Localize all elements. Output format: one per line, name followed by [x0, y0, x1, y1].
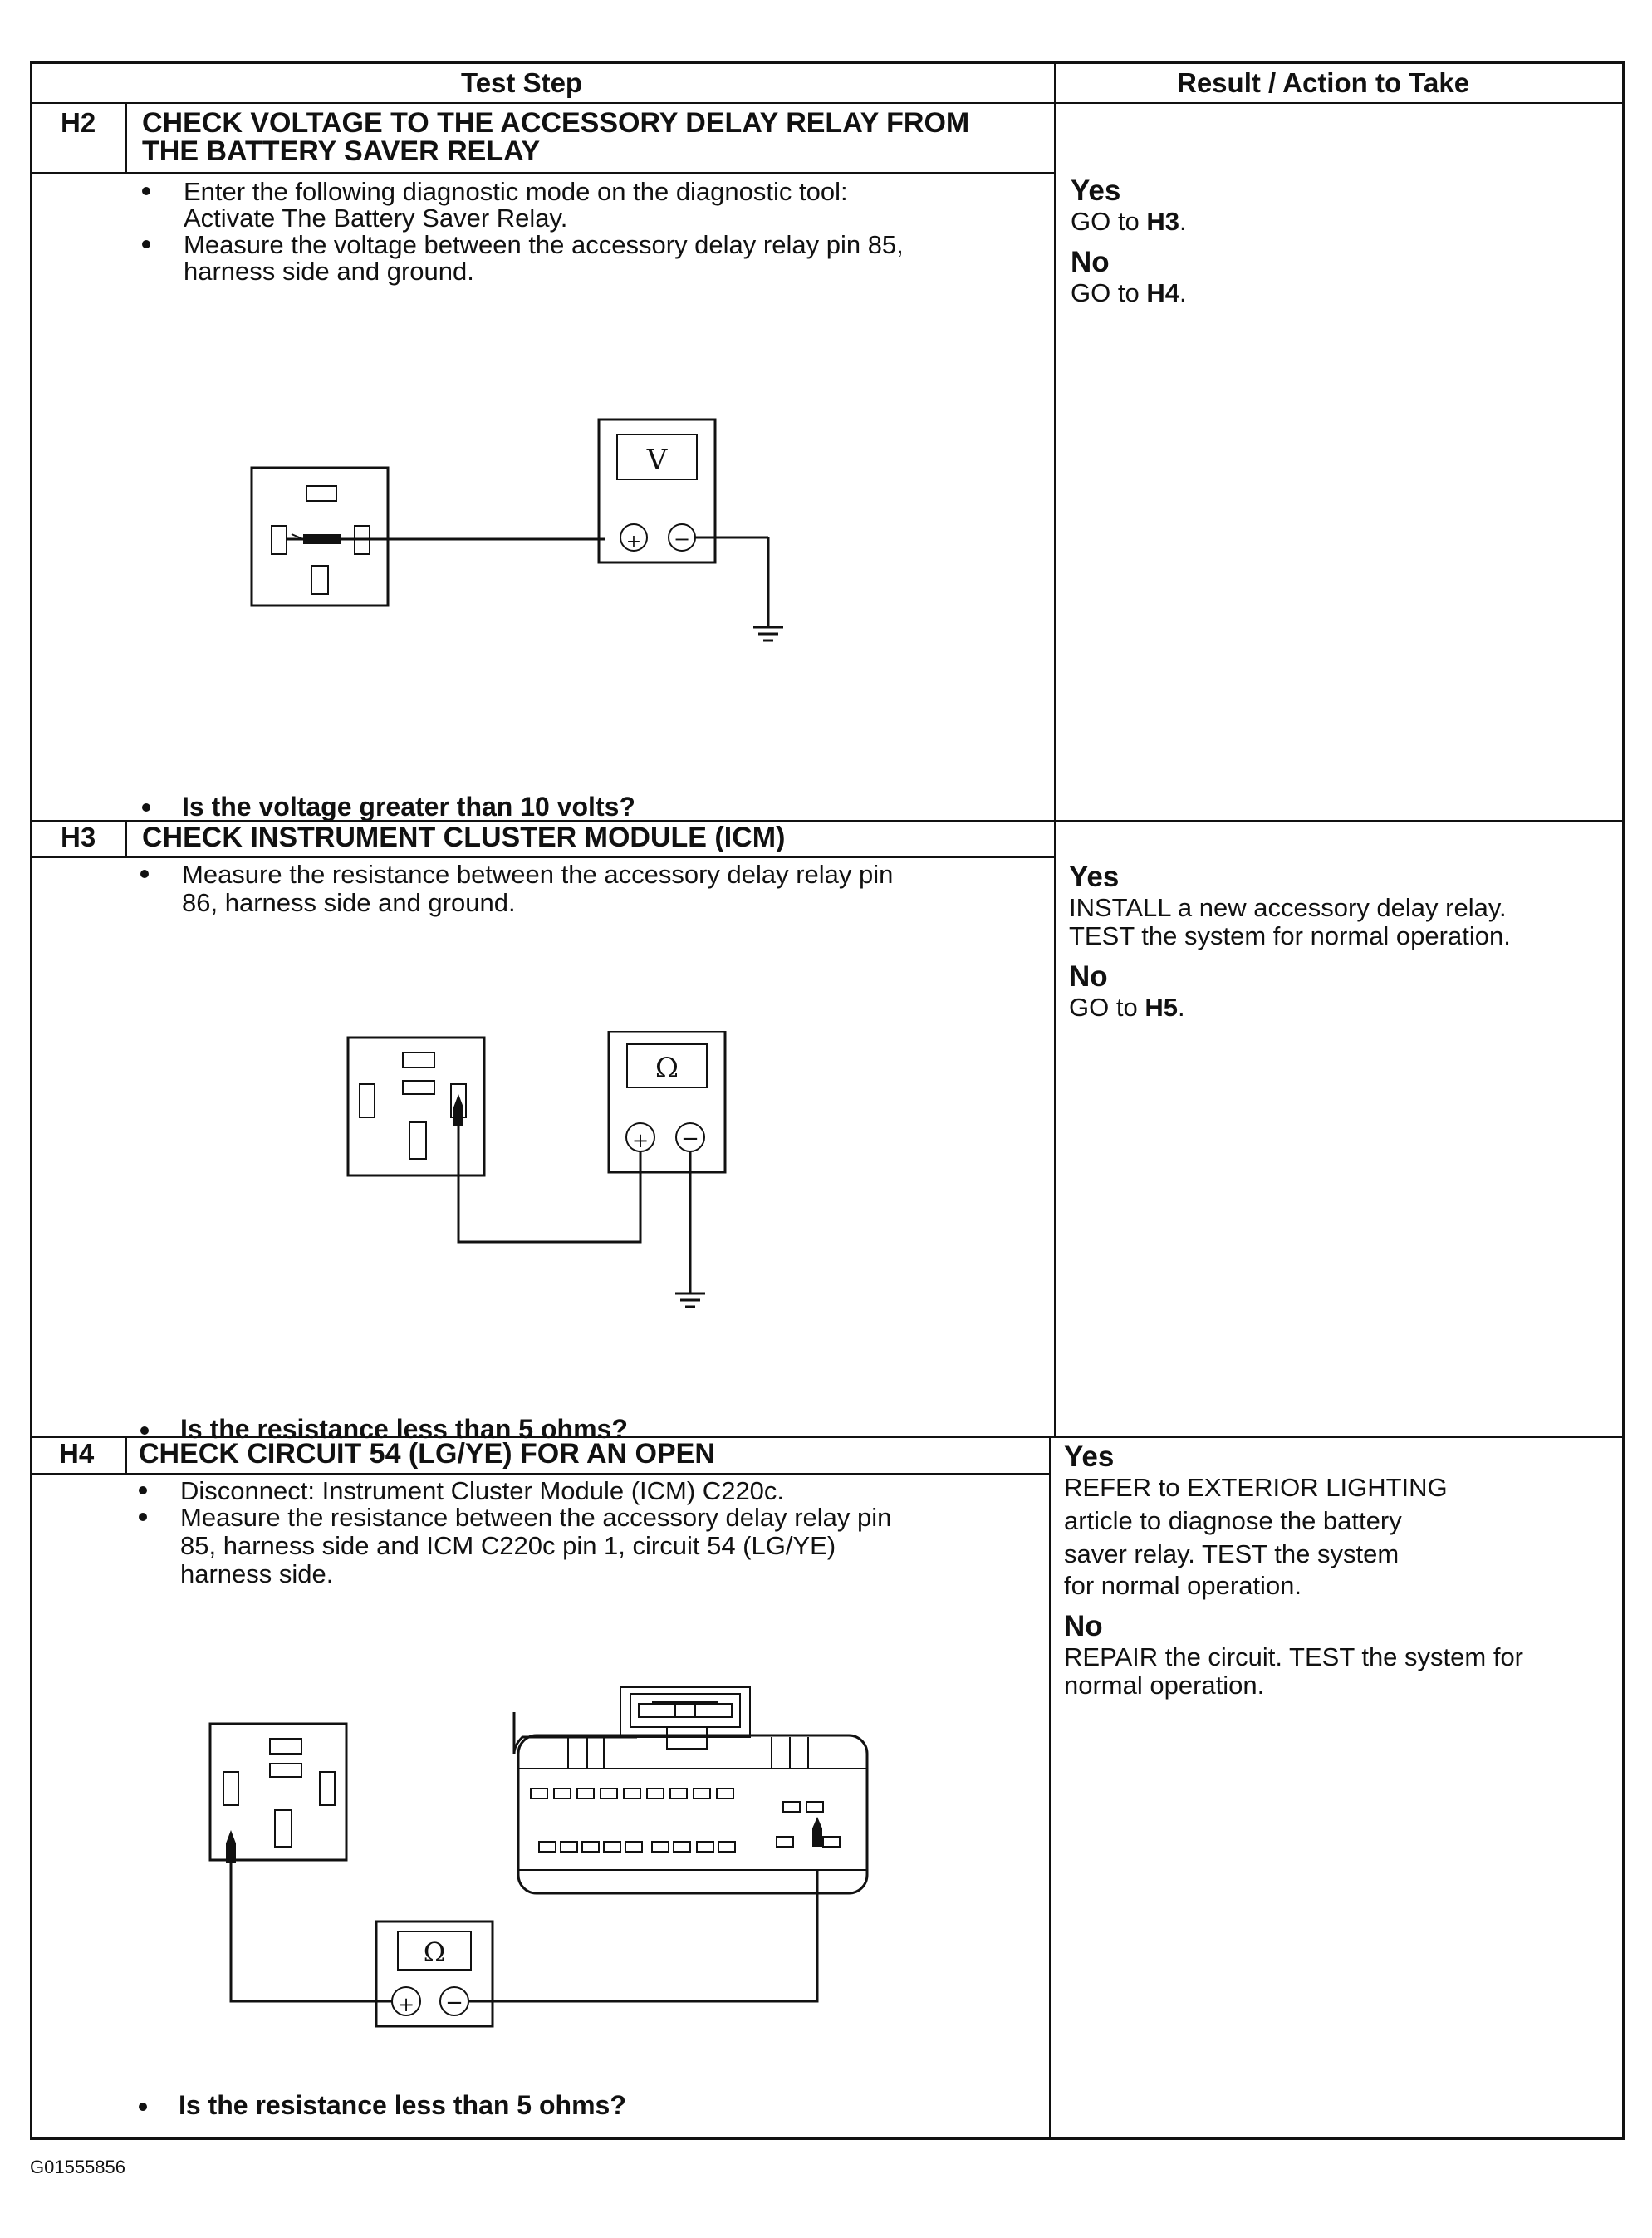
h4-title-divider [32, 1473, 1051, 1475]
h4-bullet-1: Disconnect: Instrument Cluster Module (ICM) C220c. [180, 1476, 785, 1505]
bullet-dot [139, 2103, 147, 2111]
bullet-dot [142, 187, 150, 195]
h3-id-divider [125, 820, 127, 856]
relay-pin [311, 566, 328, 594]
h2-id-divider [125, 102, 127, 172]
bullet-dot [139, 1513, 147, 1521]
test-lead-negative [468, 1870, 817, 2001]
h4-result-yes: Yes [1064, 1440, 1115, 1473]
h4-result-no: No [1064, 1610, 1103, 1642]
h4-id-divider [125, 1436, 127, 1473]
relay-pin [403, 1053, 434, 1067]
svg-text:−: − [445, 1990, 463, 2015]
h4-bullet-2-line3: harness side. [180, 1559, 334, 1588]
probe-tip [303, 534, 341, 544]
h4-result-no-line2: normal operation. [1064, 1671, 1265, 1700]
step-title-h3: CHECK INSTRUMENT CLUSTER MODULE (ICM) [142, 822, 786, 853]
h2-result-yes-text: GO to H3. [1071, 207, 1187, 236]
h2-result-yes: Yes [1071, 174, 1121, 207]
h4-question: Is the resistance less than 5 ohms? [179, 2090, 626, 2120]
bullet-dot [142, 240, 150, 248]
test-step-header: Test Step [461, 67, 583, 98]
step-title-h2-line2: THE BATTERY SAVER RELAY [142, 135, 541, 167]
icm-pin-row [531, 1789, 840, 1852]
h3-title-divider [32, 856, 1054, 858]
h4-result-yes-line3: saver relay. TEST the system [1064, 1539, 1400, 1568]
relay-pin [360, 1084, 375, 1117]
svg-text:+: + [631, 1129, 650, 1152]
h4-bullet-2-line2: 85, harness side and ICM C220c pin 1, circuit 54 (LG/YE) [180, 1531, 836, 1560]
bullet-dot [140, 1426, 149, 1435]
h3-result-yes-line1: INSTALL a new accessory delay relay. [1069, 893, 1507, 922]
h3-result-yes: Yes [1069, 861, 1120, 893]
test-lead-positive [231, 1862, 392, 2001]
relay-pin [409, 1122, 426, 1159]
h2-bullet-2-line2: harness side and ground. [184, 257, 474, 286]
h2-title-divider [32, 172, 1054, 174]
h2-question: Is the voltage greater than 10 volts? [182, 792, 635, 822]
figure-id: G01555856 [30, 2157, 125, 2177]
meter-symbol: V [646, 444, 668, 477]
svg-text:+: + [397, 1993, 415, 2016]
h2-result-no: No [1071, 246, 1110, 278]
relay-pin [403, 1081, 434, 1094]
h3-question: Is the resistance less than 5 ohms? [180, 1414, 628, 1444]
h2-bullet-2-line1: Measure the voltage between the accessory delay relay pin 85, [184, 230, 904, 259]
step-id-h4: H4 [59, 1438, 95, 1469]
relay-pin [270, 1739, 301, 1754]
step-title-h4: CHECK CIRCUIT 54 (LG/YE) FOR AN OPEN [139, 1438, 715, 1470]
relay-pin [270, 1764, 301, 1777]
diagnostic-table [30, 61, 1625, 2140]
header-divider [32, 102, 1622, 104]
bullet-dot [142, 803, 150, 812]
test-lead-positive [458, 1122, 640, 1242]
h4-result-no-line1: REPAIR the circuit. TEST the system for [1064, 1642, 1524, 1671]
probe-tip [226, 1830, 236, 1863]
relay-pin [306, 486, 336, 501]
relay-pin [223, 1772, 238, 1805]
svg-text:+: + [625, 532, 642, 552]
circuit-open-test-diagram [199, 1662, 880, 2028]
h3-result-no-text: GO to H5. [1069, 993, 1185, 1022]
meter-symbol: Ω [654, 1052, 679, 1085]
probe-tip [453, 1094, 463, 1126]
h3-bullet-1-line1: Measure the resistance between the accessory delay relay pin [182, 860, 894, 889]
step-title-h2-line1: CHECK VOLTAGE TO THE ACCESSORY DELAY RELAY FROM [142, 107, 970, 139]
h3-bullet-1-line2: 86, harness side and ground. [182, 888, 516, 917]
h4-result-yes-line4: for normal operation. [1064, 1571, 1302, 1600]
resistance-test-diagram [340, 1031, 755, 1330]
relay-connector [348, 1038, 484, 1175]
relay-pin [320, 1772, 335, 1805]
voltage-test-diagram [240, 413, 846, 729]
h3-result-yes-line2: TEST the system for normal operation. [1069, 921, 1511, 950]
step-id-h2: H2 [61, 107, 96, 138]
step-id-h3: H3 [61, 822, 96, 852]
relay-pin [275, 1810, 292, 1847]
h2-result-no-text: GO to H4. [1071, 278, 1187, 307]
column-divider-upper [1054, 64, 1056, 1436]
bullet-dot [139, 1486, 147, 1494]
h4-bullet-2-line1: Measure the resistance between the accessory delay relay pin [180, 1503, 892, 1532]
result-header: Result / Action to Take [1177, 67, 1470, 98]
h2-bullet-1-line2: Activate The Battery Saver Relay. [184, 204, 568, 233]
relay-pin [272, 526, 287, 554]
svg-text:−: − [681, 1126, 699, 1151]
probe-tip [812, 1817, 822, 1847]
column-divider-lower [1049, 1436, 1051, 2139]
meter-symbol: Ω [423, 1936, 446, 1968]
h2-bullet-1-line1: Enter the following diagnostic mode on the diagnostic tool: [184, 177, 848, 206]
svg-text:−: − [673, 528, 691, 551]
h4-result-yes-line1: REFER to EXTERIOR LIGHTING [1064, 1473, 1448, 1502]
bullet-dot [140, 870, 149, 878]
h4-result-yes-line2: article to diagnose the battery [1064, 1506, 1402, 1535]
h3-result-no: No [1069, 960, 1108, 993]
